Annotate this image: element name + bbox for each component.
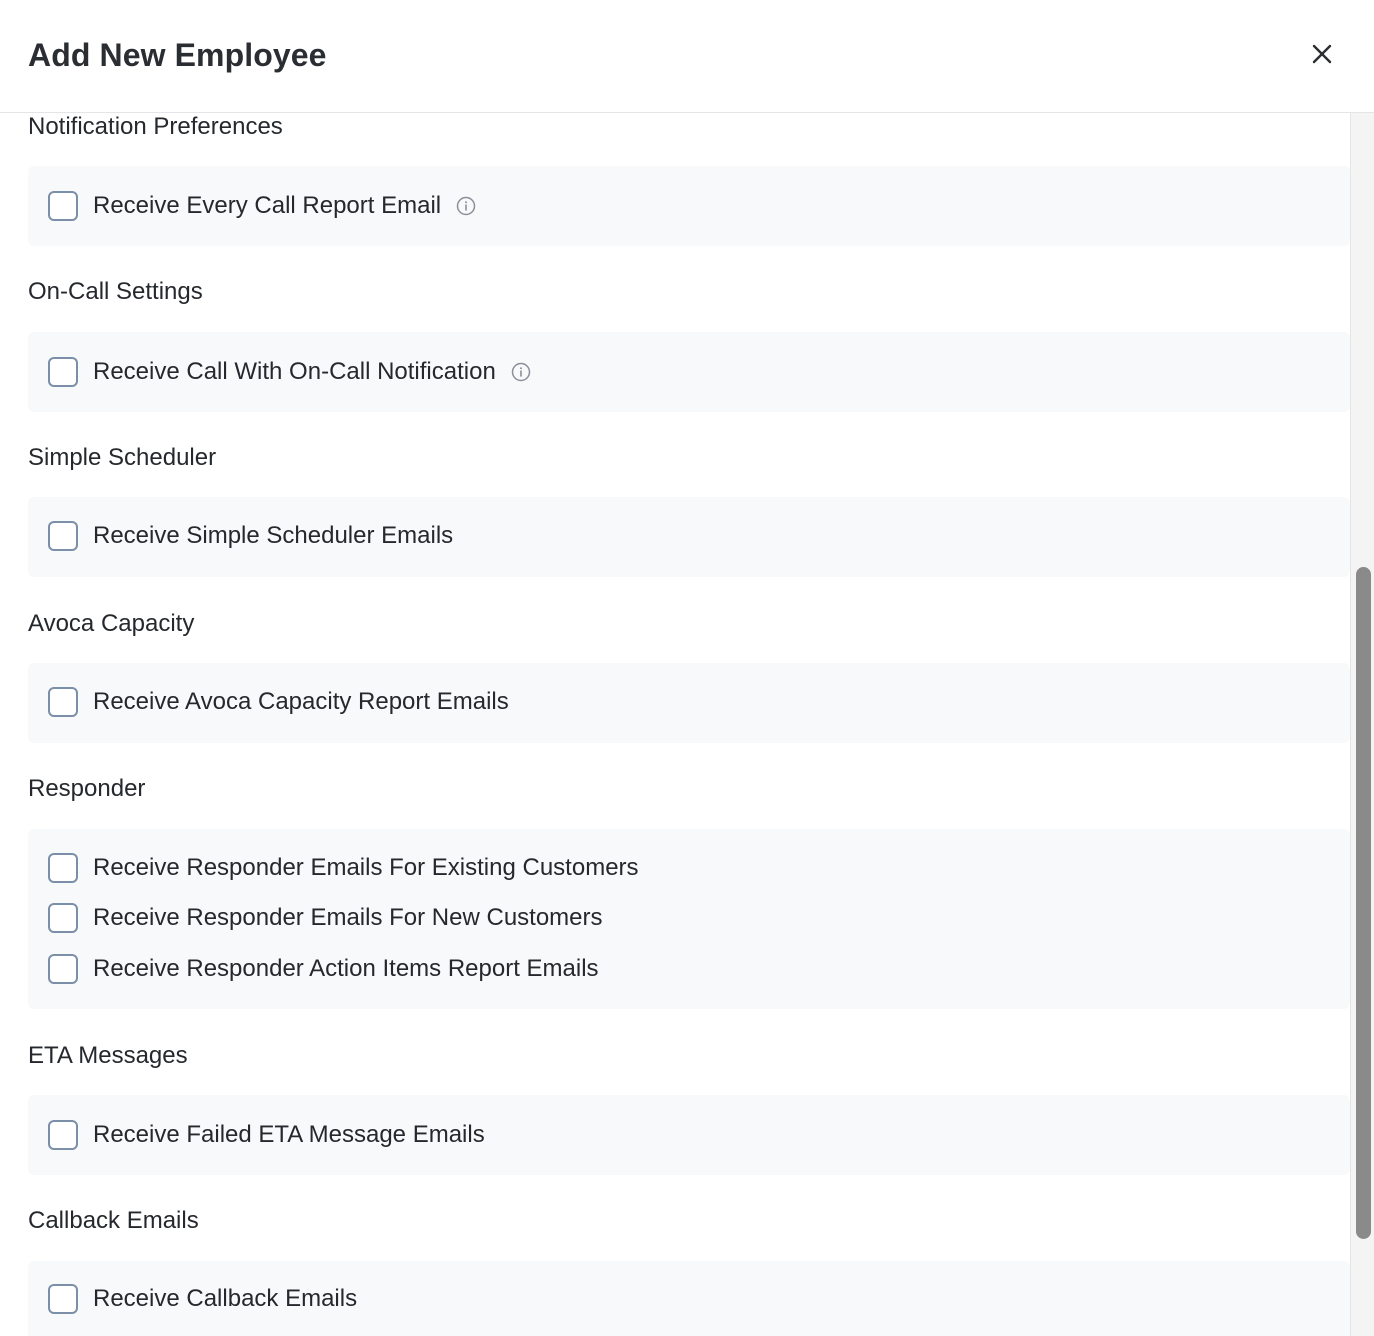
section-title: Responder — [28, 775, 146, 802]
close-button[interactable] — [1308, 40, 1336, 68]
option-label: Receive Every Call Report Email — [93, 192, 442, 219]
modal-title: Add New Employee — [28, 37, 327, 73]
option-label: Receive Failed ETA Message Emails — [93, 1121, 485, 1148]
section-callback-emails — [28, 1207, 1350, 1312]
options-box — [28, 1261, 1350, 1336]
option-simple-scheduler-emails[interactable] — [48, 520, 453, 552]
info-icon[interactable] — [456, 196, 476, 216]
option-every-call-report-email[interactable] — [48, 190, 476, 222]
options-box — [28, 497, 1350, 577]
section-notification-preferences — [28, 113, 1350, 219]
option-avoca-capacity-report-emails[interactable] — [48, 686, 509, 718]
section-title: Simple Scheduler — [28, 444, 217, 471]
modal-header — [0, 0, 1374, 113]
checkbox[interactable] — [48, 1284, 78, 1314]
checkbox[interactable] — [48, 191, 78, 221]
checkbox[interactable] — [48, 853, 78, 883]
scrollbar-thumb[interactable] — [1356, 567, 1371, 1239]
option-failed-eta-message-emails[interactable] — [48, 1119, 485, 1151]
section-title: Avoca Capacity — [28, 610, 195, 637]
option-label: Receive Responder Emails For New Customers — [93, 904, 603, 931]
option-label: Receive Responder Action Items Report Emails — [93, 955, 599, 982]
option-label: Receive Callback Emails — [93, 1285, 358, 1312]
options-box — [28, 1095, 1350, 1175]
modal-body-scroll-area[interactable] — [0, 113, 1374, 1336]
info-icon[interactable] — [511, 362, 531, 382]
option-call-with-on-call-notification[interactable] — [48, 356, 531, 388]
option-responder-action-items-report[interactable] — [48, 953, 599, 985]
checkbox[interactable] — [48, 521, 78, 551]
option-callback-emails[interactable] — [48, 1283, 357, 1315]
checkbox[interactable] — [48, 687, 78, 717]
options-box — [28, 166, 1350, 246]
checkbox[interactable] — [48, 1120, 78, 1150]
close-icon — [1311, 43, 1333, 65]
scrollbar[interactable] — [1350, 113, 1374, 1336]
section-title: On-Call Settings — [28, 278, 203, 305]
option-label: Receive Call With On-Call Notification — [93, 358, 496, 385]
checkbox[interactable] — [48, 903, 78, 933]
section-title: ETA Messages — [28, 1042, 188, 1069]
checkbox[interactable] — [48, 357, 78, 387]
option-label: Receive Responder Emails For Existing Customers — [93, 854, 639, 881]
option-label: Receive Avoca Capacity Report Emails — [93, 688, 509, 715]
section-title: Callback Emails — [28, 1207, 199, 1234]
section-eta-messages — [28, 1042, 1350, 1148]
section-simple-scheduler — [28, 444, 1350, 549]
section-on-call-settings — [28, 278, 1350, 385]
checkbox[interactable] — [48, 954, 78, 984]
option-responder-new-customers[interactable] — [48, 902, 603, 934]
options-box — [28, 829, 1350, 1009]
section-avoca-capacity — [28, 610, 1350, 715]
section-title: Notification Preferences — [28, 113, 283, 140]
options-box — [28, 332, 1350, 412]
option-label: Receive Simple Scheduler Emails — [93, 522, 454, 549]
options-box — [28, 663, 1350, 743]
section-responder — [28, 775, 1350, 982]
option-responder-existing-customers[interactable] — [48, 852, 639, 884]
